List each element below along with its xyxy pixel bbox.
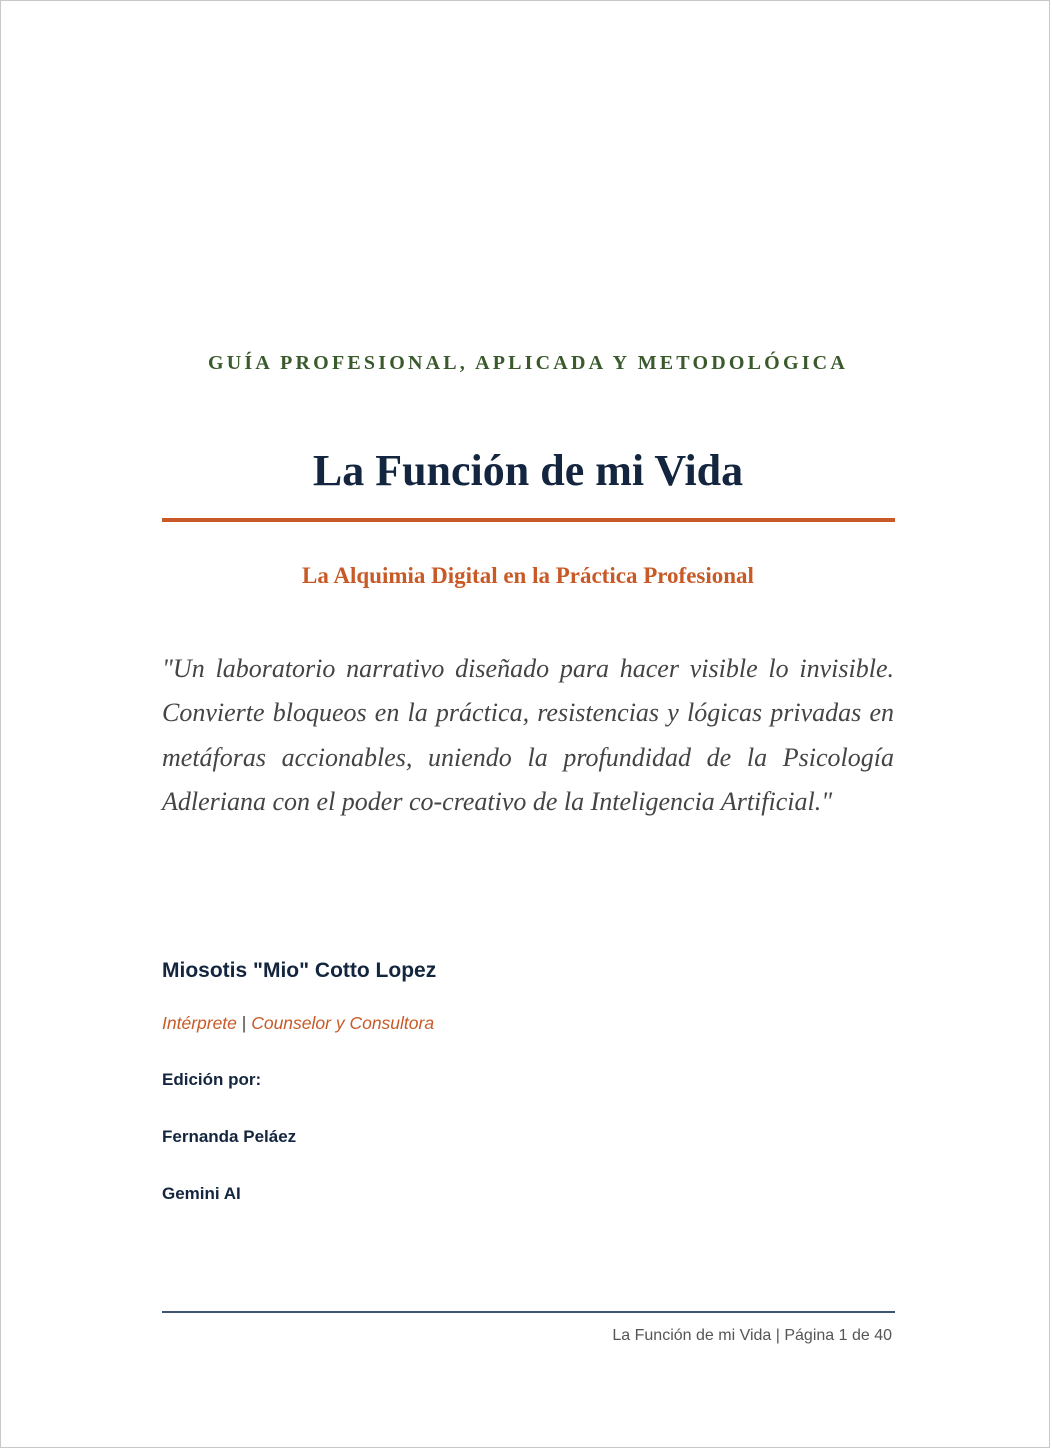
- title-divider: [162, 518, 895, 522]
- editor-name: Fernanda Peláez: [162, 1127, 297, 1146]
- editor-name: Gemini AI: [162, 1184, 241, 1203]
- cover-quote: "Un laboratorio narrativo diseñado para hacer visible lo invisible. Convierte bloqueos en la práctica, resistencias y lógicas privadas en metáforas accionables, uniendo la profundidad de la Psicología Adleriana con el poder co-creativo de la Inteligencia Artificial.": [162, 654, 894, 816]
- cover-subtitle: La Alquimia Digital en la Práctica Profesional: [302, 563, 754, 588]
- edition-label: Edición por:: [162, 1070, 262, 1089]
- cover-title: La Función de mi Vida: [312, 446, 744, 495]
- author-role-primary: Intérprete: [162, 1013, 237, 1033]
- author-role-separator: |: [241, 1013, 247, 1033]
- page-footer: La Función de mi Vida | Página 1 de 40: [612, 1327, 892, 1344]
- footer-divider: [162, 1311, 895, 1313]
- author-role: [162, 1013, 434, 1034]
- author-name: Miosotis "Mio" Cotto Lopez: [162, 959, 437, 982]
- cover-supertitle: GUÍA PROFESIONAL, APLICADA Y METODOLÓGICA: [208, 352, 848, 374]
- author-role-secondary: Counselor y Consultora: [251, 1013, 435, 1033]
